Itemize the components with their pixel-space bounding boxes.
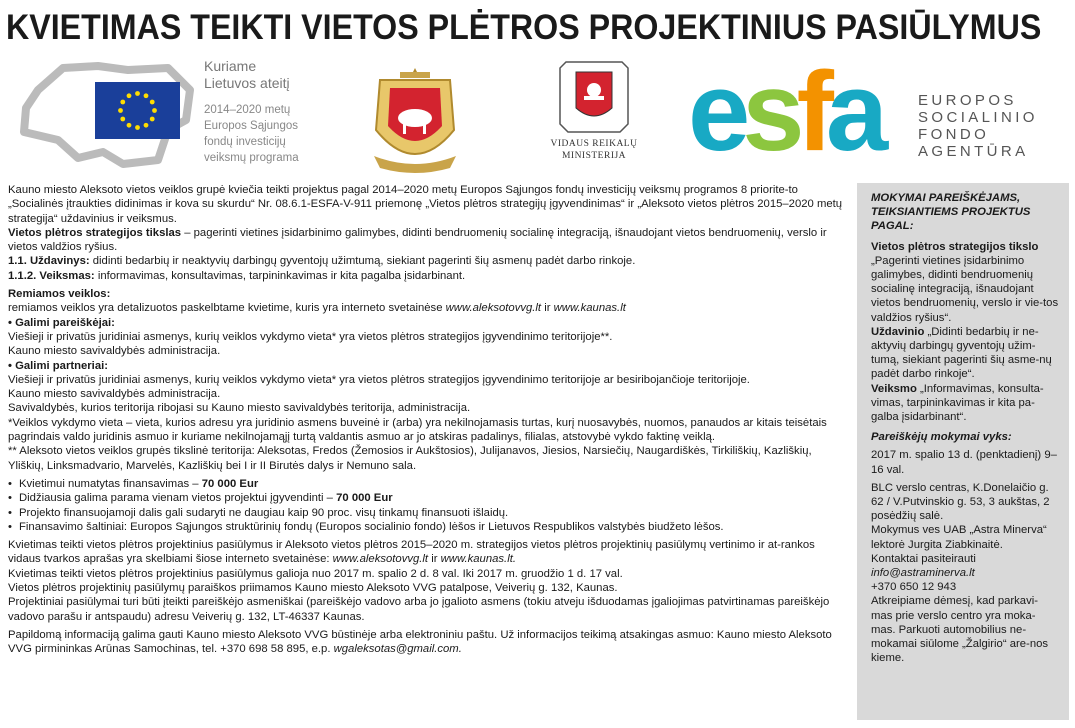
eu-star-icon [150,117,155,122]
eu-star-icon [144,123,149,128]
sidebar-task-text: „Didinti bedarbių ir ne-aktyvių darbingų gyventojų užim-tumą, siekiant pagerinti šių asme-nų padėt darbo rinkoje“. [871,325,1052,381]
task-text: didinti bedarbių ir neaktyvių darbingų gyventojų užimtumą, siekiant pagerinti šių asmenų padėt darbo rinkoje. [89,255,636,268]
sidebar-goal-label: Vietos plėtros strategijos tikslo [871,240,1039,253]
parking-note: Atkreipiame dėmesį, kad parkavi-mas prie verslo centro yra moka-mas. Parkuoti automobilius ne-mokamai siūlome „Žalgirio“ are-nos kieme. [871,595,1049,665]
and-text: ir [541,302,554,315]
esfa-line4: AGENTŪRA [918,143,1029,160]
eu-program-line3: fondų investicijų [204,136,286,148]
eu-star-icon [120,100,125,105]
esfa-line2: SOCIALINIO [918,109,1038,126]
list-item [8,520,848,534]
eu-program [204,102,299,166]
bullet-text: Kvietimui numatytas finansavimas – [19,477,202,490]
sidebar-task [871,325,1059,382]
list-item [8,506,848,520]
action-paragraph [8,269,848,283]
training-place: BLC verslo centras, K.Donelaičio g. 62 / V.Putvinskio g. 53, 3 aukštas, 2 posėdžių salė. [871,481,1050,523]
deadline-paragraph: Kvietimas teikti vietos plėtros projektinius pasiūlymus galioja nuo 2017 m. spalio 2 d. 8 val. Iki 2017 m. gruodžio 1 d. 17 val. [8,567,623,580]
goal-label: Vietos plėtros strategijos tikslas [8,226,182,239]
funding-list [8,477,848,534]
eu-program-line4: veiksmų programa [204,152,299,164]
bullet-text: Didžiausia galima parama vienam vietos projektui įgyvendinti – [19,492,337,505]
footnote-2: ** Aleksoto vietos veiklos grupės tikslinė teritorija: Aleksotas, Fredos (Žemosios ir Aukštosios), Julijanavos, Jiesios, Narsiečių, Naugardiškės, Tirkiliškių, Kazliškių, Yliškių, Linksmadvario, Marvelės, Kazliškių bei I ir II Birutės dalys ir Nemuno sala. [8,445,812,472]
training-date: 2017 m. spalio 13 d. (penktadienį) 9–16 val. [871,449,1057,476]
training-trainer: Mokymus ves UAB „Astra Minerva“ lektorė Jurgita Ziabkinaitė. [871,524,1047,551]
eu-star-icon [150,100,155,105]
rules-paragraph [8,538,848,567]
supported-paragraph [8,301,848,315]
rules-link-2[interactable]: www.kaunas.lt. [440,553,516,566]
main-text-column [8,183,848,657]
kaunas-crest-icon [370,60,460,176]
contact-phone: +370 650 12 943 [871,581,957,594]
partners-text-2: Kauno miesto savivaldybės administracija. [8,388,221,401]
eu-slogan-line1: Kuriame [204,58,257,74]
eu-star-icon [144,93,149,98]
contact-paragraph [8,628,848,657]
bullet-amount: 70 000 Eur [336,492,393,505]
list-item [8,477,848,491]
sidebar-action-label: Veiksmo [871,382,917,395]
and-text: ir [428,553,441,566]
applicants-text-1: Viešieji ir privatūs juridiniai asmenys, kurių veiklos vykdymo vieta* yra vietos plėtros strategijos įgyvendinimo teritorijoje**. [8,330,613,343]
action-text: informavimas, konsultavimas, tarpininkavimas ir kita pagalba įsidarbinant. [94,269,466,282]
eu-slogan-line2: Lietuvos ateitį [204,75,290,91]
supported-text: remiamos veiklos yra detalizuotos paskelbtame kvietime, kuris yra interneto svetainėse [8,302,446,315]
partners-text-3: Savivaldybės, kurios teritorija ribojasi su Kauno miesto savivaldybės teritorija, administracija. [8,402,471,415]
sidebar-goal-text: „Pagerinti vietines įsidarbinimo galimybes, didinti bendruomenių socialinę integraciją, išnaudojant vietos bendruomenių, verslo ir vie-tos valdžios ryšius“. [871,254,1059,324]
footnote-1: *Veiklos vykdymo vieta – vieta, kurios adresu yra juridinio asmens buveinė ir (arba) yra nekilnojamasis turtas, kurį nuosavybės, nuomos, panaudos ar kitais teisėtais pagrindais valdo juridinis asmuo ir kuriame nekilnojamąjį turtą valdantis asmuo ar jo atskiras padalinys, filialas, atstovybė vykdo faktinę veiklą. [8,416,827,444]
task-paragraph [8,254,848,268]
contact-email[interactable]: info@astraminerva.lt [871,567,975,580]
ministry-name-line2: MINISTERIJA [561,151,627,161]
eu-program-line1: 2014–2020 metų [204,104,291,116]
eu-star-icon [152,108,157,113]
applicants-text-2: Kauno miesto savivaldybės administracija. [8,345,221,358]
applicants-label: • Galimi pareiškėjai: [8,316,115,329]
goal-paragraph [8,226,848,255]
rules-text: Kvietimas teikti vietos plėtros projektinius pasiūlymus ir Aleksoto vietos plėtros 2015–2020 m. strategijos vietos plėtros projektinių pasiūlymų vertinimo ir at-rankos vidaus tvarkos aprašas yra skelbiami šiose interneto svetainėse: [8,539,815,566]
submit-paragraph: Projektiniai pasiūlymai turi būti įteikti pareiškėjo asmeniškai (pareiškėjo vadovo arba jo įgalioto asmens (tokiu atveju išduodamas įgaliojimas patvirtinamas pareiškėjo vadovo parašu ir antspaudu) adresu Veiverių g. 132, LT-46337 Kaunas. [8,596,830,623]
ministry-name-line1: VIDAUS REIKALŲ [550,139,638,149]
site-link-1[interactable]: www.aleksotovvg.lt [445,302,542,315]
action-label: 1.1.2. Veiksmas: [8,269,95,282]
list-item [8,491,848,505]
eu-program-line2: Europos Sąjungos [204,120,298,132]
ministry-name [534,138,654,162]
intro-paragraph: Kauno miesto Aleksoto vietos veiklos grupė kviečia teikti projektus pagal 2014–2020 metų Europos Sąjungos fondų investicijų veiksmų programos 8 priorite-to „Socialinės įtraukties didinimas ir kova su skurdu“ Nr. 08.6.1-ESFA-V-911 priemonę „Vietos plėtros strategijų įgyvendinimas“ ir „Aleksoto vietos plėtros 2015–2020 metų strategija“ uždavinius ir veiksmus. [8,184,843,225]
sidebar-title: MOKYMAI PAREIŠKĖJAMS, TEIKSIANTIEMS PROJEKTUS PAGAL: [871,192,1031,233]
sidebar-task-label: Uždavinio [871,325,925,338]
goal-text: – pagerinti vietines įsidarbinimo galimybes, didinti bendruomenių socialinę integraciją, išnaudojant vietos bendruomenių, verslo ir vietos valdžios ryšius. [8,226,827,254]
contacts-label: Kontaktai pasiteirauti [871,552,976,565]
contact-text: Papildomą informaciją galima gauti Kauno miesto Aleksoto VVG būstinėje arba elektroniniu paštu. Už informacijos teikimą atsakingas asmuo: Kauno miesto Aleksoto VVG pirmininkas Arūnas Samochinas, tel. +370 698 58 895, e.p. [8,628,832,656]
eu-star-icon [127,123,132,128]
rules-link-1[interactable]: www.aleksotovvg.lt [332,553,429,566]
eu-star-icon [127,93,132,98]
contact-email-link[interactable]: wgaleksotas@gmail.com. [333,643,462,656]
sidebar-action [871,382,1059,425]
esfa-line1: EUROPOS [918,92,1017,109]
eu-flag-icon [95,82,180,139]
esfa-logo [688,60,920,164]
esfa-line3: FONDO [918,126,990,143]
site-link-2[interactable]: www.kaunas.lt [553,302,626,315]
bullet-text: Finansavimo šaltiniai: Europos Sąjungos struktūrinių fondų (Europos socialinio fondo) lėšos ir Lietuvos Respublikos valstybės biudžeto lėšos. [19,520,724,533]
esfa-wordmark: esfa [688,60,881,164]
page-title: KVIETIMAS TEIKTI VIETOS PLĖTROS PROJEKTINIUS PASIŪLYMUS [6,8,1042,47]
supported-label: Remiamos veiklos: [8,288,111,301]
logos-bar [0,54,1075,180]
eu-star-icon [118,108,123,113]
eu-star-icon [135,125,140,130]
training-header: Pareiškėjų mokymai vyks: [871,431,1012,444]
partners-label: • Galimi partneriai: [8,359,109,372]
eu-slogan [204,58,290,92]
partners-text-1: Viešieji ir privatūs juridiniai asmenys, kurių veiklos vykdymo vieta* yra vietos plėtros strategijos įgyvendinimo teritorijoje ar besiribojančioje teritorijoje. [8,373,750,386]
esfa-agency-name [918,92,1038,160]
eu-star-icon [120,117,125,122]
eu-star-icon [135,91,140,96]
training-sidebar [857,183,1069,720]
accepted-paragraph: Vietos plėtros projektinių pasiūlymų paraiškos priimamos Kauno miesto Aleksoto VVG patalpose, Veiverių g. 132, Kaunas. [8,582,618,595]
task-label: 1.1. Uždavinys: [8,255,90,268]
bullet-amount: 70 000 Eur [201,477,259,490]
sidebar-action-text: „Informavimas, konsulta-vimas, tarpininkavimas ir kita pa-galba įsidarbinant“. [871,382,1044,424]
bullet-text: Projekto finansuojamoji dalis gali sudaryti ne daugiau kaip 90 proc. visų tinkamų finansuoti išlaidų. [19,506,509,519]
